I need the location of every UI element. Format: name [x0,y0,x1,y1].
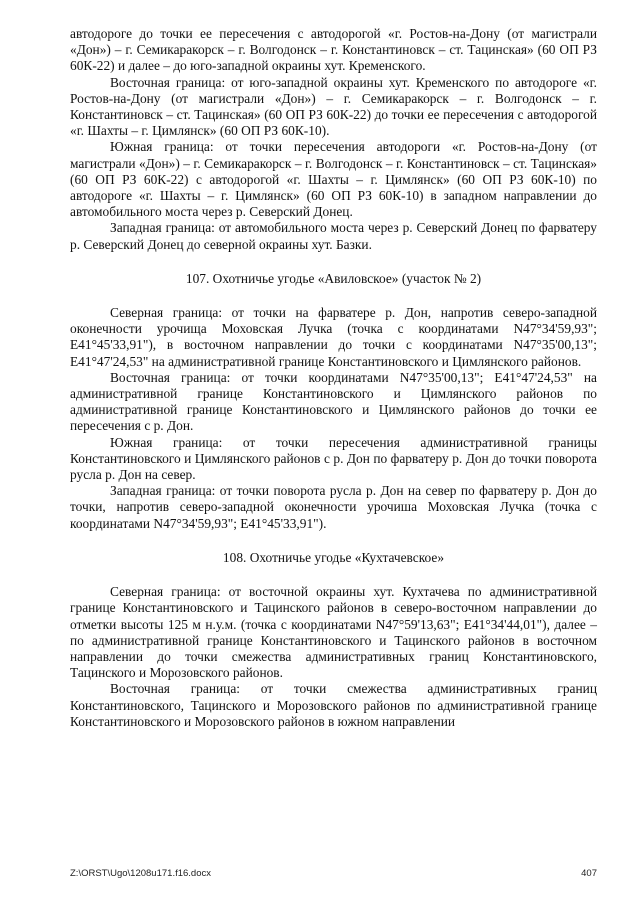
section-107-body [70,305,597,532]
west-boundary-paragraph: Западная граница: от точки поворота русла р. Дон на север по фарватеру р. Дон до точки, напротив северо-западной оконечности урочиша Моховская Лучка (точка с координатами N47°34'59,93"; E41°45'33,91"). [70,483,597,531]
west-boundary-paragraph: Западная граница: от автомобильного моста через р. Северский Донец по фарватеру р. Северский Донец до северной окраины хут. Базки. [70,220,597,252]
section-107-title: 107. Охотничье угодье «Авиловское» (участок № 2) [185,270,482,286]
section-108-title: 108. Охотничье угодье «Кухтачевское» [222,549,445,565]
file-path: Z:\ORST\Ugo\1208u171.f16.docx [70,868,211,879]
page-number: 407 [581,868,597,879]
north-boundary-paragraph: Северная граница: от восточной окраины хут. Кухтачева по административной границе Константиновского и Тацинского районов в северо-восточном направлении до отметки высоты 125 м н.у.м. (точка с координатами N47°59'13,63"; E41°34'44,01"), далее – по административной границе Константиновского и Тацинского районов в восточном направлении до точки смежества административных границ Константиновского, Тацинского и Морозовского районов. [70,584,597,681]
north-boundary-paragraph: Северная граница: от точки на фарватере р. Дон, напротив северо-западной оконечности урочища Моховская Лучка (точка с координатами N47°34'59,93"; E41°45'33,91"), в восточном направлении до точки с координатами N47°35'00,13"; E41°47'24,53" на административной границе Константиновского и Цимлянского районов. [70,305,597,369]
east-boundary-paragraph: Восточная граница: от точки координатами N47°35'00,13"; E41°47'24,53" на административной границе Константиновского и Цимлянского районов по административной границе Константиновского и Цимлянского районов до точки ее пересечения с р. Дон. [70,369,597,434]
south-boundary-paragraph: Южная граница: от точки пересечения автодороги «г. Ростов-на-Дону (от магистрали «Дон») – г. Семикаракорск – г. Волгодонск – г. Константиновск – ст. Тацинская» (60 ОП РЗ 60К-22) с автодорогой «г. Шахты – г. Цимлянск» (60 ОП РЗ 60К-10) по автодороге «г. Шахты – г. Цимлянск» (60 ОП РЗ 60К-10) в западном направлении до автомобильного моста через р. Северский Донец. [70,139,597,220]
intro-block [70,26,597,253]
page-footer [70,868,597,879]
south-boundary-paragraph: Южная граница: от точки пересечения административной границы Константиновского и Цимлянского районов с р. Дон по фарватеру р. Дон до точки поворота русла р. Дон на север. [70,434,597,483]
east-boundary-paragraph: Восточная граница: от юго-западной окраины хут. Кременского по автодороге «г. Ростов-на-Дону (от магистрали «Дон») – г. Семикаракорск – г. Волгодонск – г. Константиновск – ст. Тацинская» (60 ОП РЗ 60К-22) до точки ее пересечения с автодорогой «г. Шахты – г. Цимлянск» (60 ОП РЗ 60К-10). [70,74,597,139]
section-108-body [70,584,597,730]
continued-paragraph: автодороге до точки ее пересечения с автодорогой «г. Ростов-на-Дону (от магистрали «Дон») – г. Семикаракорск – г. Волгодонск – г. Константиновск – ст. Тацинская» (60 ОП РЗ 60К-22) и далее – до юго-западной окраины хут. Кременского. [70,26,597,74]
east-boundary-paragraph: Восточная граница: от точки смежества административных границ Константиновского, Тацинского и Морозовского районов по административной границе Константиновского и Морозовского районов в южном направлении [70,681,597,729]
